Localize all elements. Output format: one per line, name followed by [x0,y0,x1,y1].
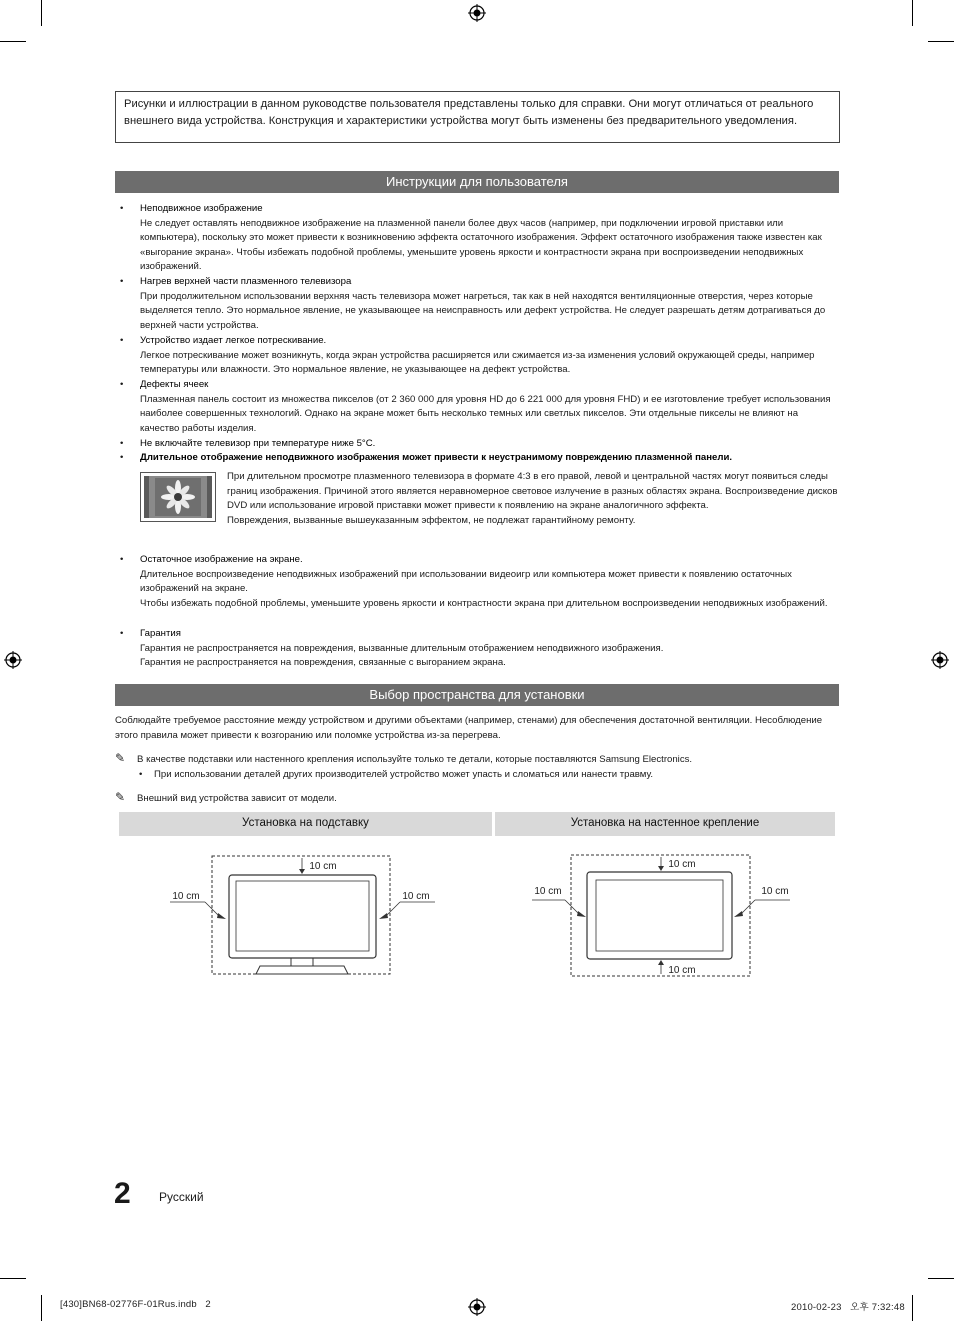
crop-mark [912,1295,913,1321]
list-item [120,437,840,452]
item-title: Длительное отображение неподвижного изображения может привести к неустранимому повреждению плазменной панели. [140,452,733,463]
item-text: Гарантия не распространяется на повреждения, вызванные длительным отображением неподвижного изображения. [140,642,664,654]
note-sub-text: При использовании деталей других производителей устройство может упасть и сломаться или нанести травму. [154,769,653,780]
item-text: Длительное воспроизведение неподвижных изображений при использовании видеоигр или компьютера может привести к появлению остаточных изображений на экране. [140,568,792,595]
header-stand-installation: Установка на подставку [119,812,492,836]
item-title: Гарантия [140,628,181,639]
item-title: Нагрев верхней части плазменного телевизора [140,276,352,287]
burn-in-illustration [140,472,216,522]
image-note-text: При длительном просмотре плазменного телевизора в формате 4:3 в его правой, левой и центральной частях могут появиться следы границ изображения. Причиной этого является неравномерное световое излучение в разных областях экрана. Воспроизведение дисков DVD или использование игровой приставки может привести к появлению на экране аналогичного эффекта. [227,471,838,512]
crop-mark [41,1295,42,1321]
bullet-icon: • [139,769,143,780]
bullet-icon: • [120,438,124,449]
stand-clearance-diagram [160,850,450,980]
list-item [120,451,840,466]
bottom-clearance-label: 10 cm [668,965,696,976]
item-text: При продолжительном использовании верхняя часть телевизора может нагреться, так как в ней находятся вентиляционные отверстия, через которые выделяется тепло. Это нормальное явление, не указывающее на неисправность или дефект устройства. Не следует разрешать детям дотрагиваться до верхней части устройства. [140,290,826,331]
bullet-icon: • [120,276,124,287]
item-title: Не включайте телевизор при температуре ниже 5°C. [140,438,376,449]
list-item [120,378,840,436]
note-sub-item [139,768,839,783]
tv-screen [596,880,723,951]
item-text: Не следует оставлять неподвижное изображение на плазменной панели более двух часов (например, при подключении игровой приставки или компьютера), поскольку это может привести к возникновению эффекта остаточного изображения. Эффект остаточного изображения также известен как «выгорание экрана». Чтобы избежать подобной проблемы, уменьшите уровень яркости и контрастности экрана при воспроизведении неподвижных изображений. [140,217,822,273]
note-icon: ✎ [115,790,126,804]
print-footer-filename: [430]BN68-02776F-01Rus.indb 2 [60,1299,211,1310]
image-note-text-2: Повреждения, вызванные вышеуказанным эффектом, не подлежат гарантийному ремонту. [227,514,636,526]
note-model-appearance [115,790,839,807]
right-clearance-label: 10 cm [761,886,789,897]
list-item [120,202,840,275]
item-text: Плазменная панель состоит из множества пикселов (от 2 360 000 для уровня HD до 6 221 000 для уровня FHD) и ее изготовление требует использования наиболее совершенных технологий. Однако на экране может быть несколько темных или светлых пикселов. Эти отдельные пикселы не влияют на качество работы изделия. [140,393,831,434]
page-number: 2 [114,1177,131,1210]
item-title: Остаточное изображение на экране. [140,554,303,565]
item-title: Устройство издает легкое потрескивание. [140,335,327,346]
print-footer-timestamp: 2010-02-23 오후 7:32:48 [791,1302,905,1313]
list-item [120,334,840,378]
crop-mark [41,0,42,26]
bullet-icon: • [120,628,124,639]
tv-screen [236,881,369,951]
note-text: В качестве подставки или настенного крепления используйте только те детали, которые поставляются Samsung Electronics. [137,754,693,765]
note-icon: ✎ [115,751,126,765]
registration-mark-icon [468,1298,486,1316]
left-clearance-label: 10 cm [172,891,200,902]
wall-clearance-diagram [520,850,810,982]
right-clearance-label: 10 cm [402,891,430,902]
item-title: Неподвижное изображение [140,203,263,214]
disclaimer-box: Рисунки и иллюстрации в данном руководстве пользователя представлены только для справки. Они могут отличаться от реального внешнего вида устройства. Конструкция и характеристики устройства могут быть изменены без предварительного уведомления. [115,91,840,143]
section-header-installation-space: Выбор пространства для установки [115,684,839,706]
item-title: Дефекты ячеек [140,379,209,390]
list-item [120,553,840,611]
image-note [227,470,839,528]
crop-mark [912,0,913,26]
note-text: Внешний вид устройства зависит от модели. [137,793,337,804]
bullet-icon: • [120,554,124,565]
top-clearance-label: 10 cm [309,861,337,872]
section-header-user-instructions: Инструкции для пользователя [115,171,839,193]
crop-mark [0,1278,26,1279]
header-wall-installation: Установка на настенное крепление [495,812,835,836]
bullet-icon: • [120,335,124,346]
registration-mark-icon [468,4,486,22]
crop-mark [0,41,26,42]
left-clearance-label: 10 cm [534,886,562,897]
flower-image-icon [141,473,215,521]
tv-stand [256,966,348,974]
note-samsung-parts [115,751,839,768]
crop-mark [928,41,954,42]
registration-mark-icon [4,651,22,669]
installation-intro: Соблюдайте требуемое расстояние между устройством и другими объектами (например, стенами) для обеспечения достаточной вентиляции. Несоблюдение этого правила может привести к возгоранию или поломке устройства из-за перегрева. [115,715,823,741]
list-item [120,627,840,671]
top-clearance-label: 10 cm [668,859,696,870]
page-language: Русский [159,1190,204,1204]
registration-mark-icon [931,651,949,669]
item-text: Легкое потрескивание может возникнуть, когда экран устройства расширяется или сжимается из-за изменения условий окружающей среды, например температуры или влажности. Это нормальное явление, не указывающее на дефект устройства. [140,349,815,376]
item-text-2: Гарантия не распространяется на повреждения, связанные с выгоранием экрана. [140,657,506,669]
bullet-icon: • [120,379,124,390]
item-text-2: Чтобы избежать подобной проблемы, уменьшите уровень яркости и контрастности экрана при длительном воспроизведении неподвижных изображений. [140,597,828,609]
crop-mark [928,1278,954,1279]
bullet-icon: • [120,203,124,214]
list-item [120,275,840,333]
bullet-icon: • [120,452,124,463]
